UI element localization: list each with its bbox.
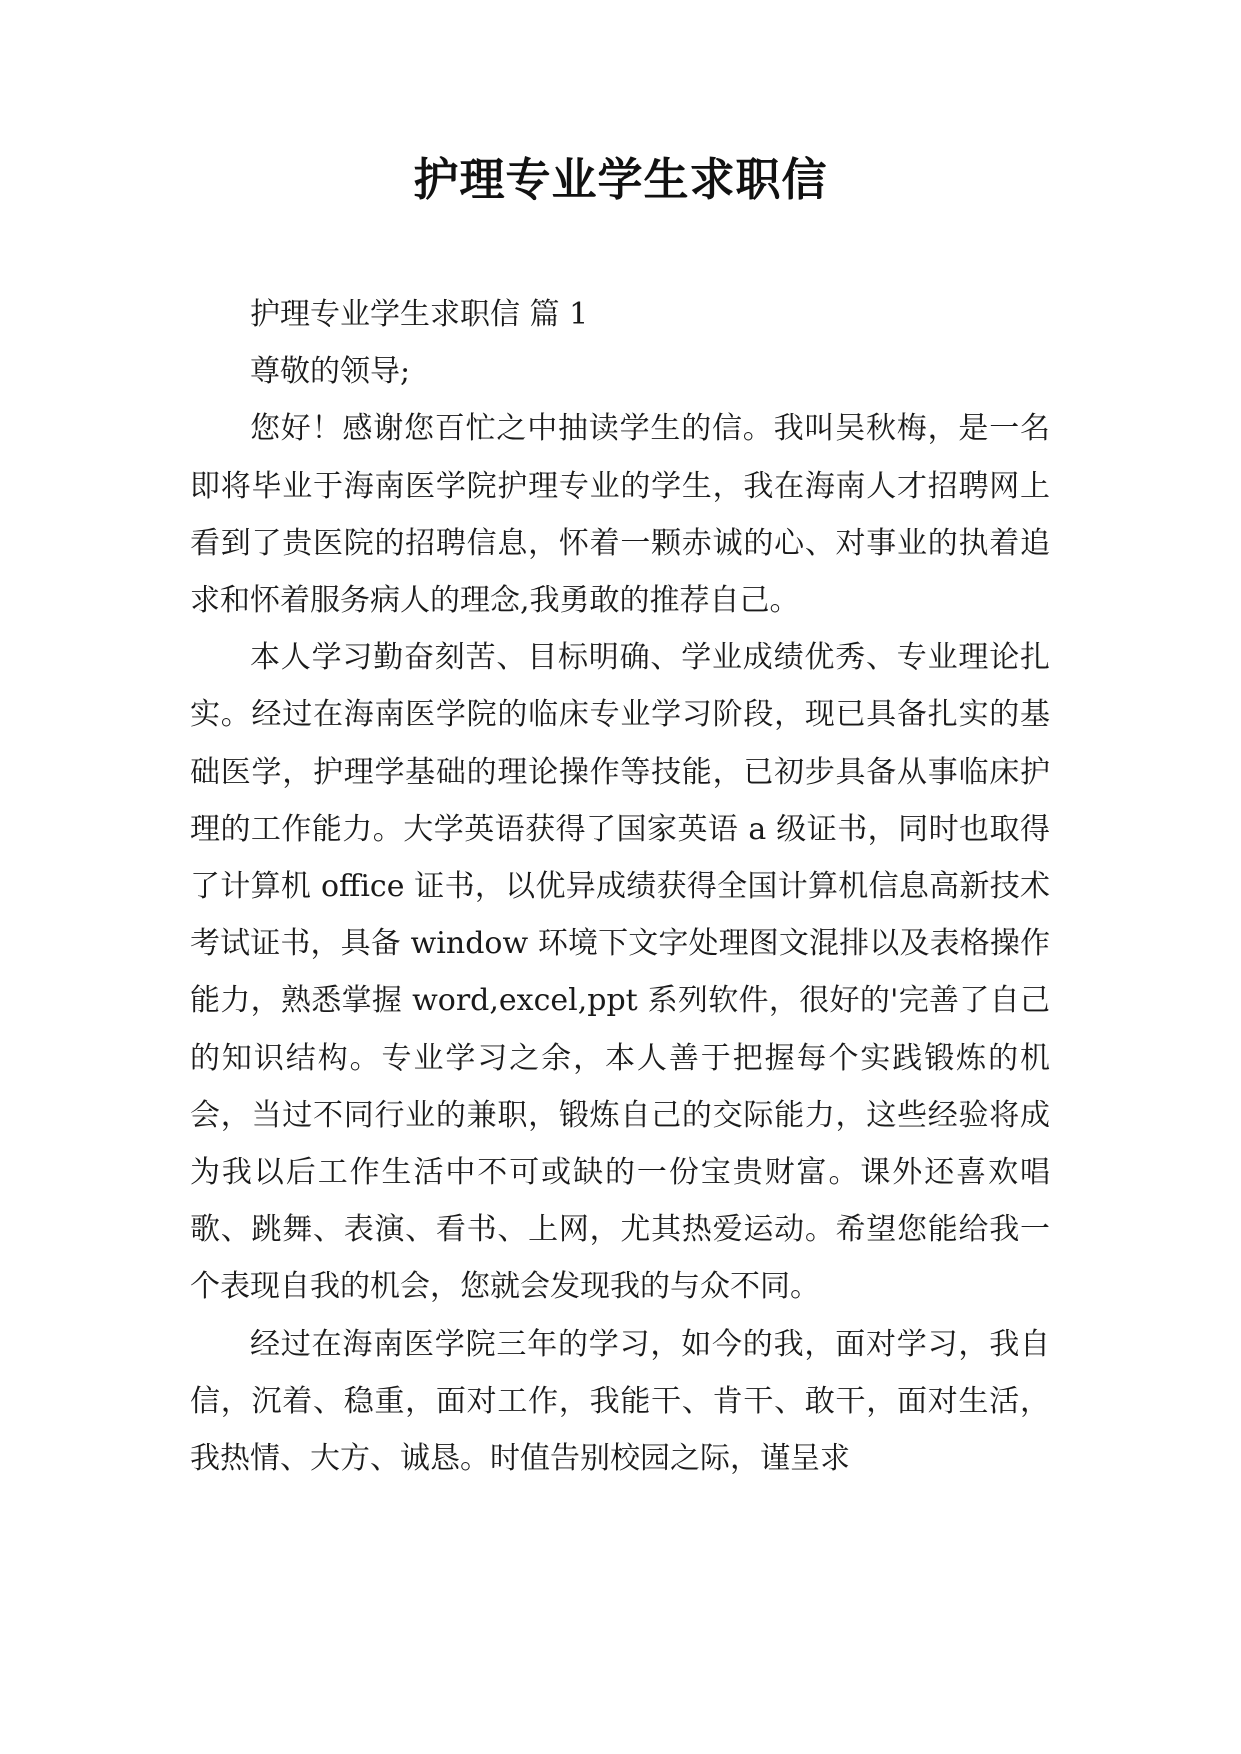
document-body (190, 286, 1050, 1487)
paragraph-qualifications: 本人学习勤奋刻苦、目标明确、学业成绩优秀、专业理论扎实。经过在海南医学院的临床专业学习阶段，现已具备扎实的基础医学，护理学基础的理论操作等技能，已初步具备从事临床护理的工作能力。大学英语获得了国家英语 a 级证书，同时也取得了计算机 office 证书，以优异成绩获得全国计算机信息高新技术考试证书，具备 window 环境下文字处理图文混排以及表格操作能力，熟悉掌握 word,excel,ppt 系列软件，很好的'完善了自己的知识结构。专业学习之余，本人善于把握每个实践锻炼的机会，当过不同行业的兼职，锻炼自己的交际能力，这些经验将成为我以后工作生活中不可或缺的一份宝贵财富。课外还喜欢唱歌、跳舞、表演、看书、上网，尤其热爱运动。希望您能给我一个表现自我的机会，您就会发现我的与众不同。 (190, 640, 1050, 1305)
paragraph-summary: 经过在海南医学院三年的学习，如今的我，面对学习，我自信，沉着、稳重，面对工作，我能干、肯干、敢干，面对生活，我热情、大方、诚恳。时值告别校园之际，谨呈求 (190, 1326, 1050, 1477)
document-title: 护理专业学生求职信 (413, 153, 828, 206)
paragraph-introduction: 您好！感谢您百忙之中抽读学生的信。我叫吴秋梅，是一名即将毕业于海南医学院护理专业的学生，我在海南人才招聘网上看到了贵医院的招聘信息，怀着一颗赤诚的心、对事业的执着追求和怀着服务病人的理念,我勇敢的推荐自己。 (190, 411, 1050, 619)
section-heading: 护理专业学生求职信 篇 1 (250, 297, 589, 332)
salutation: 尊敬的领导; (250, 354, 411, 390)
